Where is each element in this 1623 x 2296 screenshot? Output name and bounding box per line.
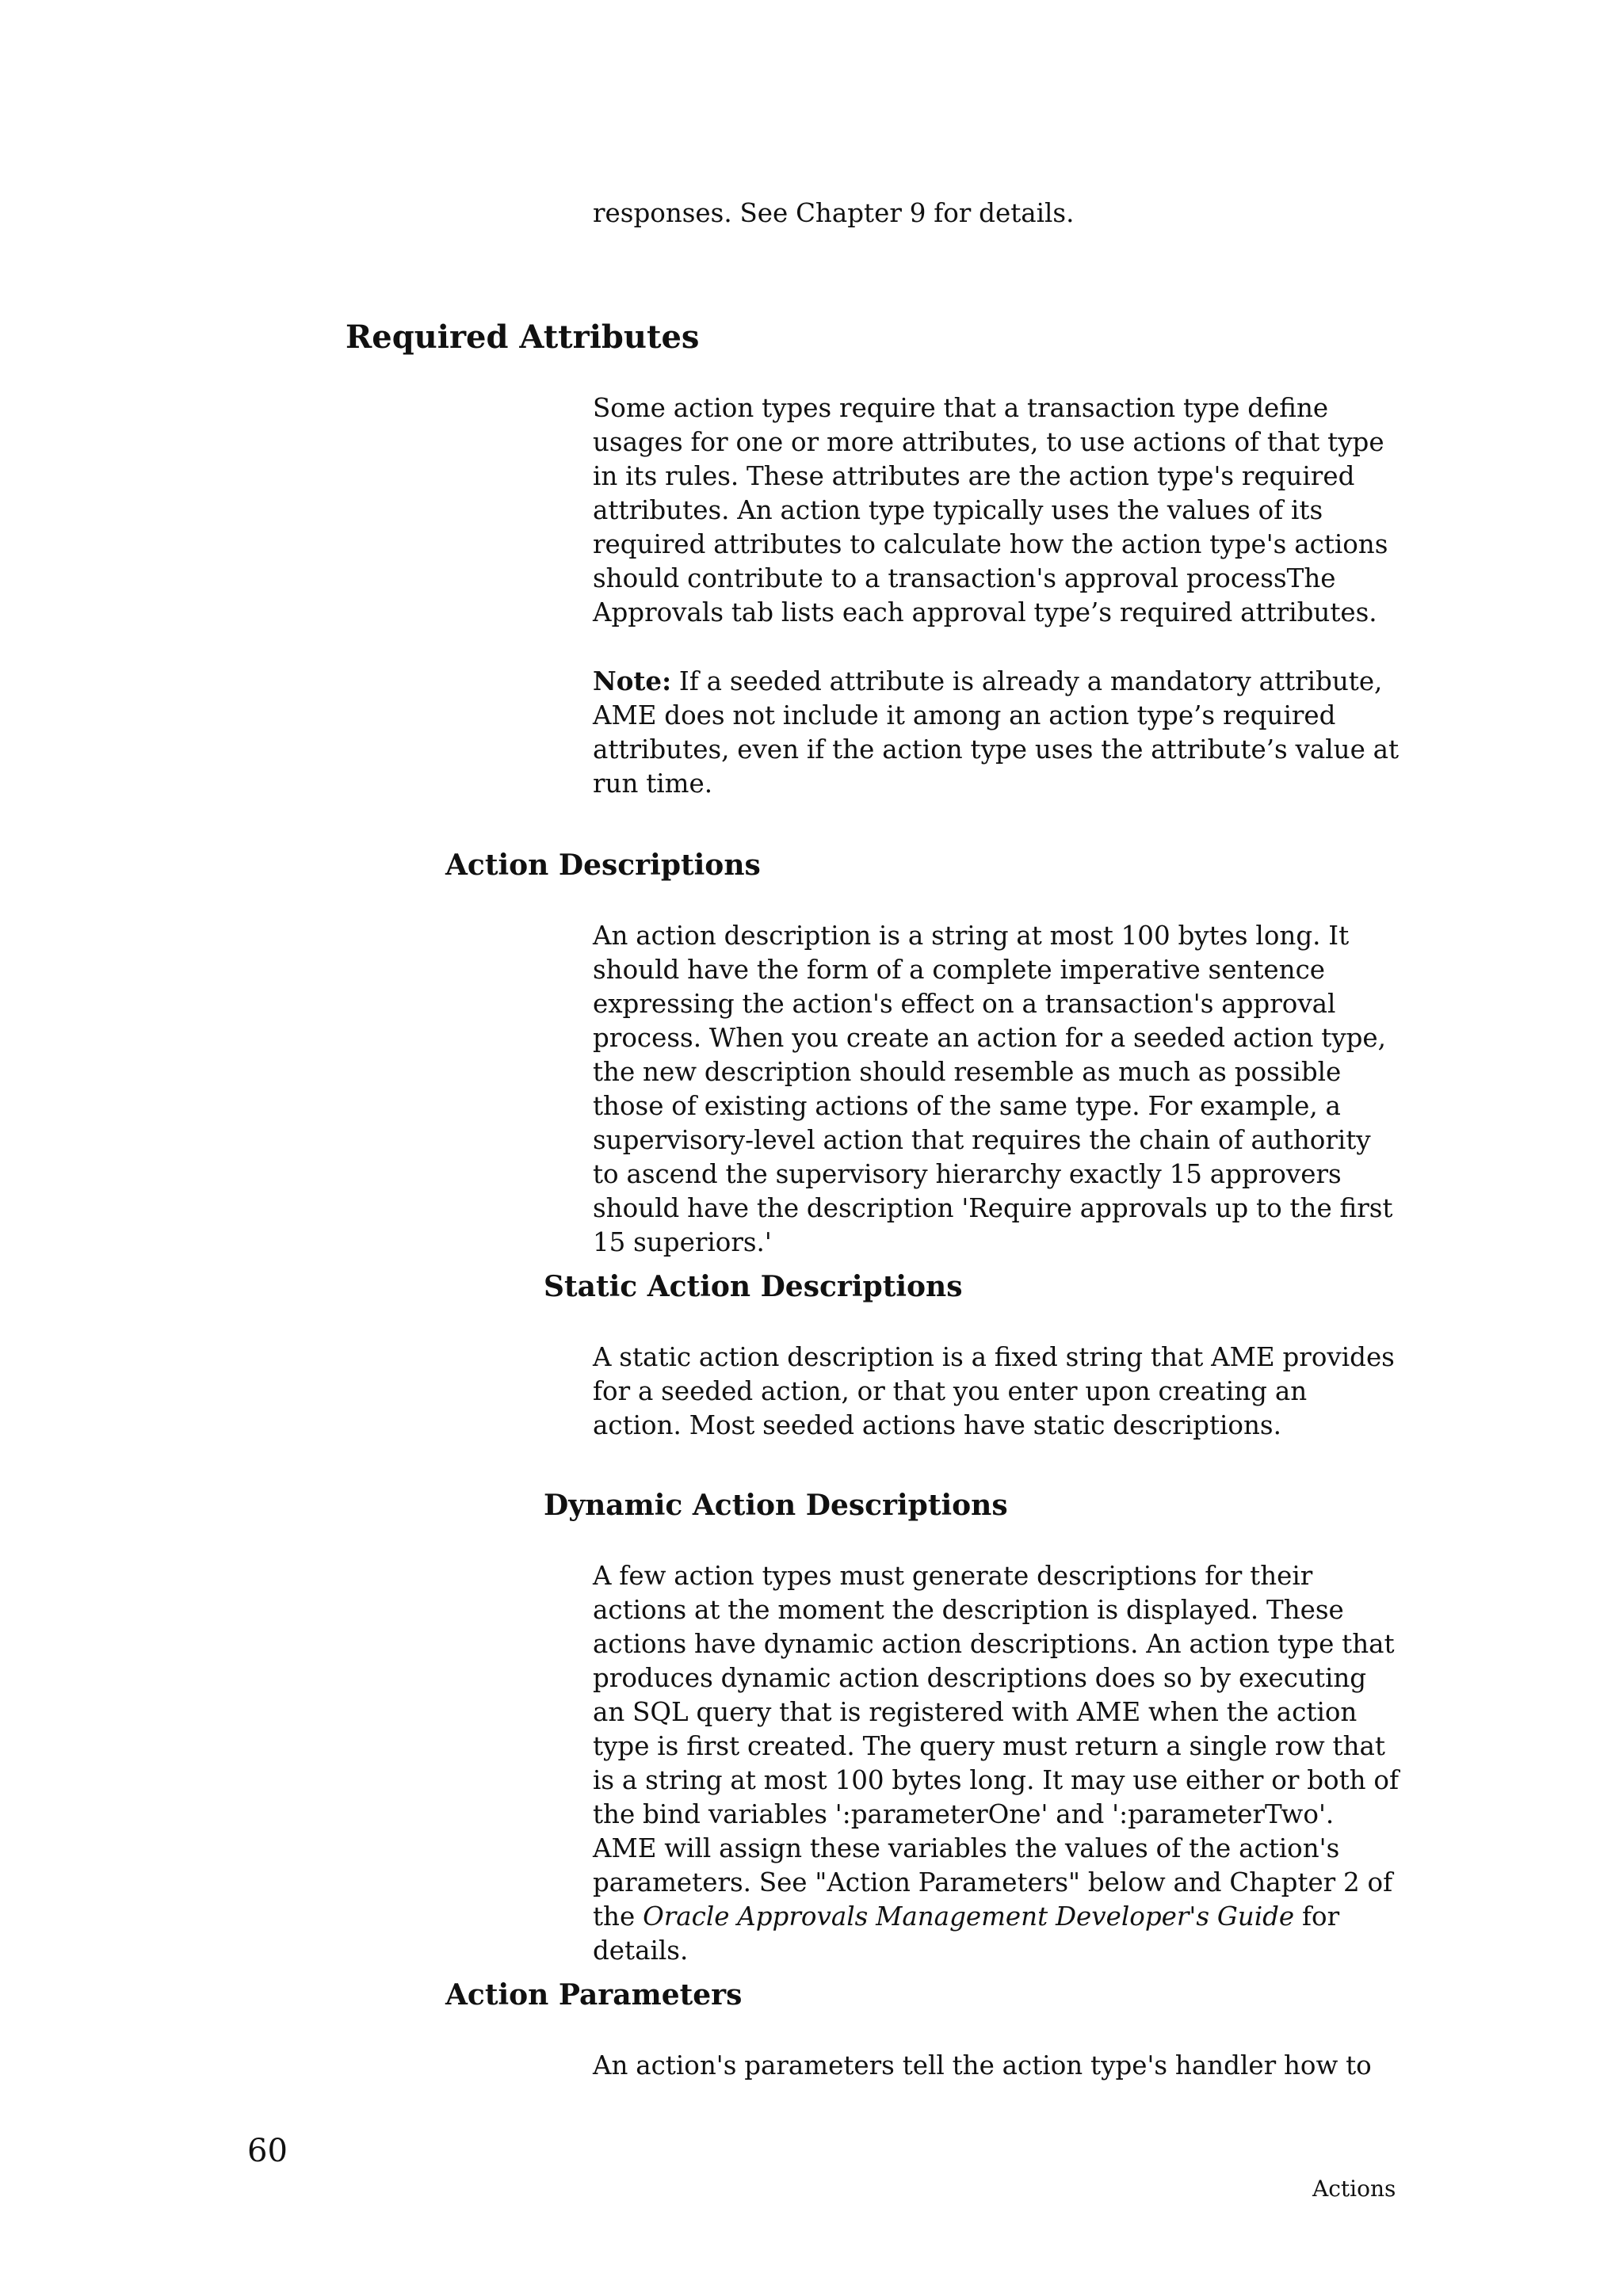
heading-dynamic-action-descriptions: Dynamic Action Descriptions [544,1489,1008,1522]
required-attributes-note [593,664,1401,801]
required-attributes-paragraph: Some action types require that a transaction type define usages for one or more attributes, to use actions of that type in its rules. These attributes are the action type's required attributes. An action type typically uses the values of its required attributes to calculate how the action type's actions should contribute to a transaction's approval processThe Approvals tab lists each approval type’s required attributes. [593,393,1388,627]
note-label: Note: [593,666,672,696]
page-number: 60 [247,2133,288,2169]
heading-required-attributes: Required Attributes [346,318,700,356]
intro-paragraph: responses. See Chapter 9 for details. [593,198,1075,228]
heading-action-descriptions: Action Descriptions [445,849,761,882]
developers-guide-title: Oracle Approvals Management Developer's Guide [643,1901,1295,1932]
action-parameters-paragraph: An action's parameters tell the action type's handler how to [593,2050,1372,2081]
static-action-descriptions-paragraph: A static action description is a fixed string that AME provides for a seeded action, or that you enter upon creating an action. Most seeded actions have static descriptions. [593,1342,1395,1440]
note-text: If a seeded attribute is already a mandatory attribute, AME does not include it among an action type’s required attributes, even if the action type uses the attribute’s value at run time. [593,666,1400,799]
heading-static-action-descriptions: Static Action Descriptions [544,1270,963,1303]
heading-action-parameters: Action Parameters [445,1978,743,2012]
footer-section-title: Actions [1312,2176,1396,2202]
action-descriptions-paragraph: An action description is a string at most 100 bytes long. It should have the form of a complete imperative sentence expressing the action's effect on a transaction's approval process. When you create an action for a seeded action type, the new description should resemble as much as possible those of existing actions of the same type. For example, a supervisory-level action that requires the chain of authority to ascend the supervisory hierarchy exactly 15 approvers should have the description 'Require approvals up to the first 15 superiors.' [593,921,1393,1257]
dynamic-paragraph-start: A few action types must generate descriptions for their actions at the moment the description is displayed. These actions have dynamic action descriptions. An action type that produces dynamic action descriptions does so by executing an SQL query that is registered with AME when the action type is first created. The query must return a single row that is a string at most 100 bytes long. It may use either or both of the bind variables ':parameterOne' and ':parameterTwo'. AME will assign these variables the values of the action's parameters. See "Action Parameters" below and Chapter 2 of the [593,1561,1399,1932]
dynamic-action-descriptions-paragraph [593,1559,1401,1968]
dynamic-paragraph-end: for details. [593,1901,1340,1966]
